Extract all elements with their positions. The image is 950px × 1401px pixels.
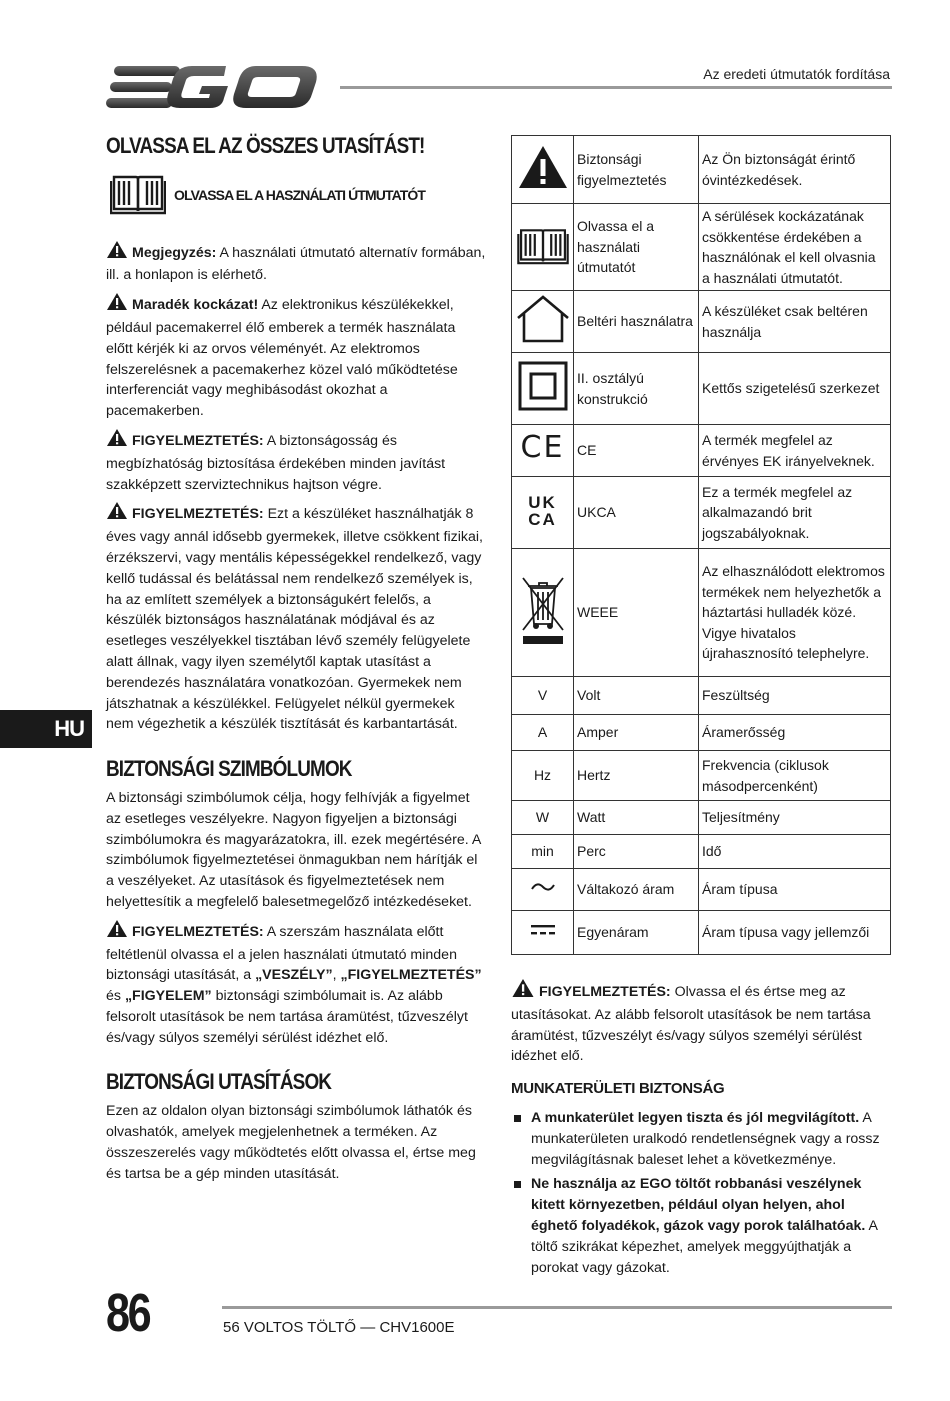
symbol-desc: Áram típusa [699,869,891,911]
symbol-name: Biztonsági figyelmeztetés [574,136,699,204]
table-row [512,835,891,869]
symbol-cell [512,869,574,911]
symbol-name: WEEE [574,549,699,677]
read-all-title: OLVASSA EL AZ ÖSSZES UTASÍTÁST! [106,133,425,158]
symbol-cell: V [512,677,574,715]
table-row [512,353,891,425]
work-area-list [511,1108,891,1278]
list-item: A munkaterület legyen tiszta és jól megvilágított. A munkaterületen uralkodó rendetlenségnek vagy a rossz megvilágításnak baleset lehet a következménye. [511,1108,891,1170]
table-row [512,477,891,549]
symbol-cell [512,425,574,477]
symbol-desc: Teljesítmény [699,801,891,835]
read-manual-row [110,169,486,222]
translation-note: Az eredeti útmutatók fordítása [703,66,890,82]
symbols-table [511,135,891,955]
safety-instructions-title: BIZTONSÁGI UTASÍTÁSOK [106,1069,332,1095]
symbol-name: Beltéri használatra [574,291,699,353]
symbol-name: Egyenáram [574,911,699,955]
symbol-desc: A sérülések kockázatának csökkentése érdekében a használónak el kell olvasnia a használati útmutatót. [699,204,891,291]
symbol-cell [512,549,574,677]
left-column [106,133,486,1190]
book-icon [110,169,166,222]
symbol-desc: Kettős szigetelésű szerkezet [699,353,891,425]
symbol-name: CE [574,425,699,477]
safety-symbols-title: BIZTONSÁGI SZIMBÓLUMOK [106,756,352,782]
safety-symbols-warning: FIGYELMEZTETÉS: A szerszám használata előtt feltétlenül olvassa el a jelen használati útmutató minden biztonsági utasítását, a „VESZÉLY”, „FIGYELMEZTETÉS” és „FIGYELEM” biztonsági szimbólumait is. Az alább felsorolt utasítások be nem tartása áramütést, tűzveszélyt és/vagy súlyos személyi sérülést idézhet elő. [106,919,486,1049]
table-row [512,801,891,835]
weee-bin-icon [519,633,567,649]
symbol-cell: min [512,835,574,869]
symbol-name: Amper [574,715,699,751]
warning-icon [106,292,128,318]
ukca-mark-icon: UKCA [528,493,557,530]
language-tab: HU [0,710,92,748]
table-row [512,136,891,204]
house-icon [515,331,571,347]
table-row [512,425,891,477]
symbol-desc: Áram típusa vagy jellemzői [699,911,891,955]
symbol-cell [512,477,574,549]
note-service-warning: FIGYELMEZTETÉS: A biztonságosság és megbízhatóság biztosítása érdekében minden javítást szakképzett szerviztechnikus hajtson végre. [106,428,486,495]
ego-logo [106,62,321,112]
symbol-cell: Hz [512,751,574,801]
symbol-cell [512,204,574,291]
symbol-desc: Idő [699,835,891,869]
right-column [511,978,891,1282]
symbol-name: Perc [574,835,699,869]
read-manual-label: OLVASSA EL A HASZNÁLATI ÚTMUTATÓT [174,186,426,203]
footer-divider [222,1306,892,1309]
read-instructions-warning: FIGYELMEZTETÉS: Olvassa el és értse meg az utasításokat. Az alább felsorolt utasítások be nem tartása áramütést, tűzveszélyt és/vagy súlyos személyi sérülést idézhet elő. [511,978,891,1067]
ac-wave-icon [530,881,556,897]
symbol-name: UKCA [574,477,699,549]
symbol-name: Váltakozó áram [574,869,699,911]
table-row [512,291,891,353]
warning-icon [511,978,535,1005]
ce-mark-icon: CE [520,430,565,466]
warning-icon [517,177,569,193]
symbol-desc: A készüléket csak beltéren használja [699,291,891,353]
table-row [512,869,891,911]
symbol-cell: W [512,801,574,835]
table-row [512,715,891,751]
symbol-cell [512,353,574,425]
warning-icon [106,428,128,454]
warning-icon [106,240,128,266]
symbol-desc: Áramerősség [699,715,891,751]
warning-icon [106,919,128,945]
symbol-desc: Az elhasználódott elektromos termékek nem helyezhetők a háztartási hulladék közé. Vigye hivatalos újrahasznosító telephelyre. [699,549,891,677]
symbol-cell: A [512,715,574,751]
safety-symbols-intro: A biztonsági szimbólumok célja, hogy felhívják a figyelmet az esetleges veszélyekre. Nagyon figyeljen a biztonsági szimbólumokra és magyarázatokra, ill. ezek megértésére. A szimbólumok figyelmeztetései önmagukban nem hárítják el a veszélyeket. Az utasítások és figyelmeztetések nem helyettesítik a megfelelő balesetmegelőző intézkedéseket. [106,789,481,910]
symbol-desc: A termék megfelel az érvényes EK irányelveknek. [699,425,891,477]
note-residual-risk: Maradék kockázat! Az elektronikus készülékekkel, például pacemakerrel élő emberek a termék használata előtt kérjék ki az orvos véleményét. Az elektromos felszerelésnek a pacemakerhez közel való működtetése interferenciát vagy meghibásodást okozhat a pacemakerben. [106,292,486,422]
table-row [512,751,891,801]
symbol-cell [512,291,574,353]
symbol-cell [512,136,574,204]
symbol-desc: Az Ön biztonságát érintő óvintézkedések. [699,136,891,204]
symbol-name: Olvassa el a használati útmutatót [574,204,699,291]
book-icon [517,252,569,268]
symbol-name: Hertz [574,751,699,801]
double-square-icon [517,399,569,415]
work-area-title: MUNKATERÜLETI BIZTONSÁG [511,1080,725,1098]
note-alternative-format: Megjegyzés: A használati útmutató alternatív formában, ill. a honlapon is elérhető. [106,240,486,287]
safety-instructions-text: Ezen az oldalon olyan biztonsági szimbólumok láthatók és olvashatók, amelyek megjelenhetnek a terméken. Az összeszerelés vagy működtetés előtt olvassa el, értse meg és tartsa be a gép minden utasítását. [106,1103,476,1182]
table-row [512,911,891,955]
page-number: 86 [106,1283,150,1343]
symbol-desc: Frekvencia (ciklusok másodpercenként) [699,751,891,801]
table-row [512,549,891,677]
product-name: 56 VOLTOS TÖLTŐ — CHV1600E [223,1319,455,1336]
table-row [512,204,891,291]
symbol-name: Watt [574,801,699,835]
header-divider [340,86,892,89]
list-item: Ne használja az EGO töltőt robbanási veszélynek kitett környezetben, például olyan helyen, ahol éghető folyadékok, gázok vagy porok találhatóak. A töltő szikrákat képezhet, amelyek meggyújthatják a porokat vagy gázokat. [511,1174,891,1278]
symbol-name: II. osztályú konstrukció [574,353,699,425]
symbol-desc: Feszültség [699,677,891,715]
note-children-warning: FIGYELMEZTETÉS: Ezt a készüléket használhatják 8 éves vagy annál idősebb gyermekek, illetve csökkent fizikai, érzékszervi, vagy mentális képességekkel rendelkező, vagy kellő tudással és belátással nem rendelkező személyek is, ha az említett személyek a biztonságukért felelős, a készülék biztonságos használatának módjával és az esetleges veszélyekkel tisztában lévő személy felügyelete alatt állnak, vagy ilyen személytől kaptak utasítást a berendezés használatára vonatkozóan. Gyermekek nem játszhatnak a készülékkel. Felügyelet nélkül gyermekek nem végezhetik a készülék tisztítását és karbantartását. [106,501,486,735]
symbol-desc: Ez a termék megfelel az alkalmazandó brit jogszabályoknak. [699,477,891,549]
warning-icon [106,501,128,527]
table-row [512,677,891,715]
symbol-name: Volt [574,677,699,715]
dc-current-icon [530,924,556,940]
symbol-cell [512,911,574,955]
